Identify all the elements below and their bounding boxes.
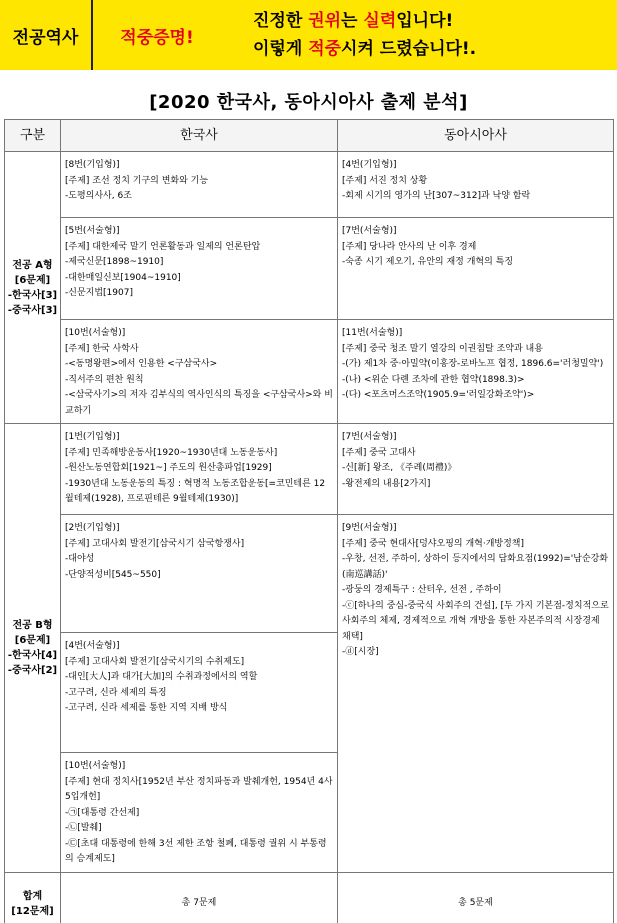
question-number: [7번(서술형)]: [342, 432, 397, 442]
question-detail: -ⓒ[하나의 중심-중국식 사회주의 건설], [두 가지 기본점-정치적으로 사회주의 체제, 경제적으로 개혁 개방을 통한 자본주의적 시장경제 채택]: [342, 600, 609, 642]
question-detail: -㉢[초대 대통령에 한해 3선 제한 조항 철폐, 대통령 궐위 시 부통령의 승계제도]: [65, 838, 327, 864]
section-label-line: -중국사[3]: [7, 304, 58, 316]
section-label-line: -한국사[3]: [7, 289, 58, 301]
total-label-line: [12문제]: [11, 905, 54, 917]
section-label-line: [6문제]: [14, 635, 51, 646]
total-east-asian: 총 5문제: [338, 873, 614, 923]
question-detail: -<삼국사기>의 저자 김부식의 역사인식의 특징을 <구삼국사>와 비교하기: [65, 390, 333, 416]
table-row: [5, 424, 614, 515]
question-topic: [주제] 현대 정치사[1952년 부산 정치파동과 발췌개헌, 1954년 4사5입개헌]: [65, 776, 333, 802]
question-detail: -1930년대 노동운동의 특징 : 혁명적 노동조합운동[=코민테른 12월테제(1928), 프로핀테른 9월테제(1930)]: [65, 478, 326, 504]
question-topic: [주제] 대한제국 말기 언론활동과 일제의 언론탄압: [65, 241, 261, 252]
question-number: [9번(서술형)]: [342, 523, 397, 533]
question-detail: -직서주의 편찬 원칙: [65, 374, 144, 385]
question-number: [1번(기입형)]: [65, 432, 120, 442]
question-topic: [주제] 고대사회 발전기[삼국시기의 수취제도]: [65, 656, 245, 667]
question-number: [7번(서술형)]: [342, 226, 397, 236]
analysis-table: [4, 119, 614, 923]
question-detail: -광둥의 경제특구 : 산터우, 선전 , 주하이: [342, 585, 502, 595]
header-korean-history: 한국사: [61, 120, 338, 152]
question-topic: [주제] 당나라 안사의 난 이후 경제: [342, 241, 477, 252]
question-detail: -제국신문[1898~1910]: [65, 257, 164, 267]
question-number: [8번(기입형)]: [65, 160, 120, 170]
question-detail: -우창, 선전, 주하이, 상하이 등지에서의 담화요점(1992)='남순강화(南巡講話)': [342, 554, 609, 580]
section-label-line: 전공 B형: [12, 620, 53, 631]
slogan-text: 입니다!: [396, 11, 454, 31]
table-row-total: [5, 873, 614, 923]
question-detail: -신[新] 왕조, 《주례(周禮)》: [342, 463, 457, 473]
table-row: [5, 320, 614, 424]
question-number: [11번(서술형)]: [342, 328, 403, 338]
east-asian-cell: [338, 515, 614, 873]
question-detail: -신문지법[1907]: [65, 288, 133, 298]
header-east-asian-history: 동아시아사: [338, 120, 614, 152]
section-label-line: -한국사[4]: [7, 650, 58, 661]
question-topic: [주제] 중국 청조 말기 열강의 이권침탈 조약과 내용: [342, 343, 543, 354]
question-detail: -대한매일신보[1904~1910]: [65, 272, 181, 283]
question-topic: [주제] 중국 현대사[덩샤오핑의 개혁·개방정책]: [342, 538, 524, 549]
korean-cell: [61, 633, 338, 753]
promo-banner: [0, 0, 617, 70]
slogan-text: 는: [341, 11, 364, 31]
east-asian-cell: [338, 424, 614, 515]
question-detail: -고구려, 신라 세제의 특징: [65, 687, 167, 698]
question-number: [2번(기입형)]: [65, 523, 120, 533]
east-asian-cell: [338, 320, 614, 424]
section-label-line: -중국사[2]: [7, 665, 58, 676]
total-label-line: 합계: [22, 890, 43, 902]
section-label-line: 전공 A형: [12, 259, 53, 271]
question-detail: -(다) <포츠머스조약(1905.9='러일강화조약')>: [342, 390, 535, 400]
section-label-line: [6문제]: [14, 274, 51, 286]
slogan-text: 이렇게: [253, 39, 309, 59]
banner-slogan: [221, 0, 617, 70]
east-asian-cell: [338, 152, 614, 218]
question-detail: -고구려, 신라 세제를 통한 지역 지배 방식: [65, 703, 228, 713]
section-a-label: [5, 152, 61, 424]
question-detail: -대야성: [65, 554, 95, 564]
korean-cell: [61, 753, 338, 873]
question-number: [5번(서술형)]: [65, 226, 120, 236]
question-detail: -(나) <위순 다롄 조차에 관한 협약(1898.3)>: [342, 374, 525, 385]
question-detail: -숙종 시기 제오기, 유안의 재정 개혁의 특징: [342, 257, 514, 267]
slogan-highlight: 권위: [308, 11, 342, 31]
question-detail: -회제 시기의 영가의 난[307~312]과 낙양 함락: [342, 191, 531, 201]
total-korean: 총 7문제: [61, 873, 338, 923]
question-detail: -왕전제의 내용[2가지]: [342, 478, 431, 489]
table-header-row: [5, 120, 614, 152]
east-asian-cell: [338, 218, 614, 320]
korean-cell: [61, 320, 338, 424]
question-number: [10번(서술형)]: [65, 761, 126, 771]
question-topic: [주제] 고대사회 발전기[삼국시기 삼국항쟁사]: [65, 538, 245, 549]
banner-tagline-text: 적중증명!: [120, 27, 194, 48]
table-row: [5, 515, 614, 633]
question-detail: -<동명왕편>에서 인용한 <구삼국사>: [65, 359, 218, 369]
korean-cell: [61, 218, 338, 320]
question-detail: -ⓓ[시장]: [342, 647, 379, 657]
slogan-text: 진정한: [253, 11, 309, 31]
banner-tagline-box: [93, 0, 221, 70]
table-row: [5, 152, 614, 218]
question-topic: [주제] 조선 정치 기구의 변화와 기능: [65, 175, 209, 186]
slogan-text: 시켜 드렸습니다!.: [341, 39, 477, 59]
question-topic: [주제] 중국 고대사: [342, 447, 416, 458]
korean-cell: [61, 152, 338, 218]
slogan-highlight: 실력: [363, 11, 397, 31]
question-topic: [주제] 한국 사학사: [65, 343, 139, 354]
question-number: [4번(기입형)]: [342, 160, 397, 170]
question-detail: -㉠[대통령 간선제]: [65, 807, 140, 818]
banner-brand-text: 전공역사: [12, 27, 79, 48]
question-topic: [주제] 서진 정치 상황: [342, 175, 428, 186]
question-number: [4번(서술형)]: [65, 641, 120, 651]
header-category: 구분: [5, 120, 61, 152]
question-detail: -도평의사사, 6조: [65, 191, 132, 201]
banner-slogan-line-1: [253, 7, 617, 35]
banner-slogan-line-2: [253, 35, 617, 63]
question-topic: [주제] 민족해방운동사[1920~1930년대 노동운동사]: [65, 447, 278, 458]
question-detail: -㉡[발췌]: [65, 823, 102, 833]
korean-cell: [61, 515, 338, 633]
korean-cell: [61, 424, 338, 515]
question-number: [10번(서술형)]: [65, 328, 126, 338]
slogan-highlight: 적중: [308, 39, 342, 59]
total-label: [5, 873, 61, 923]
question-detail: -(가) 제1차 중·아밀약(이홍장-로바노프 협정, 1896.6='러청밀약'): [342, 359, 604, 369]
section-b-label: [5, 424, 61, 873]
question-detail: -대인[大人]과 대가[大加]의 수취과정에서의 역할: [65, 672, 258, 682]
table-row: [5, 218, 614, 320]
question-detail: -원산노동연합회[1921~] 주도의 원산총파업[1929]: [65, 463, 272, 473]
page-title: [2020 한국사, 동아시아사 출제 분석]: [149, 92, 468, 113]
banner-brand-box: [0, 0, 93, 70]
question-detail: -단양적성비[545~550]: [65, 569, 161, 580]
